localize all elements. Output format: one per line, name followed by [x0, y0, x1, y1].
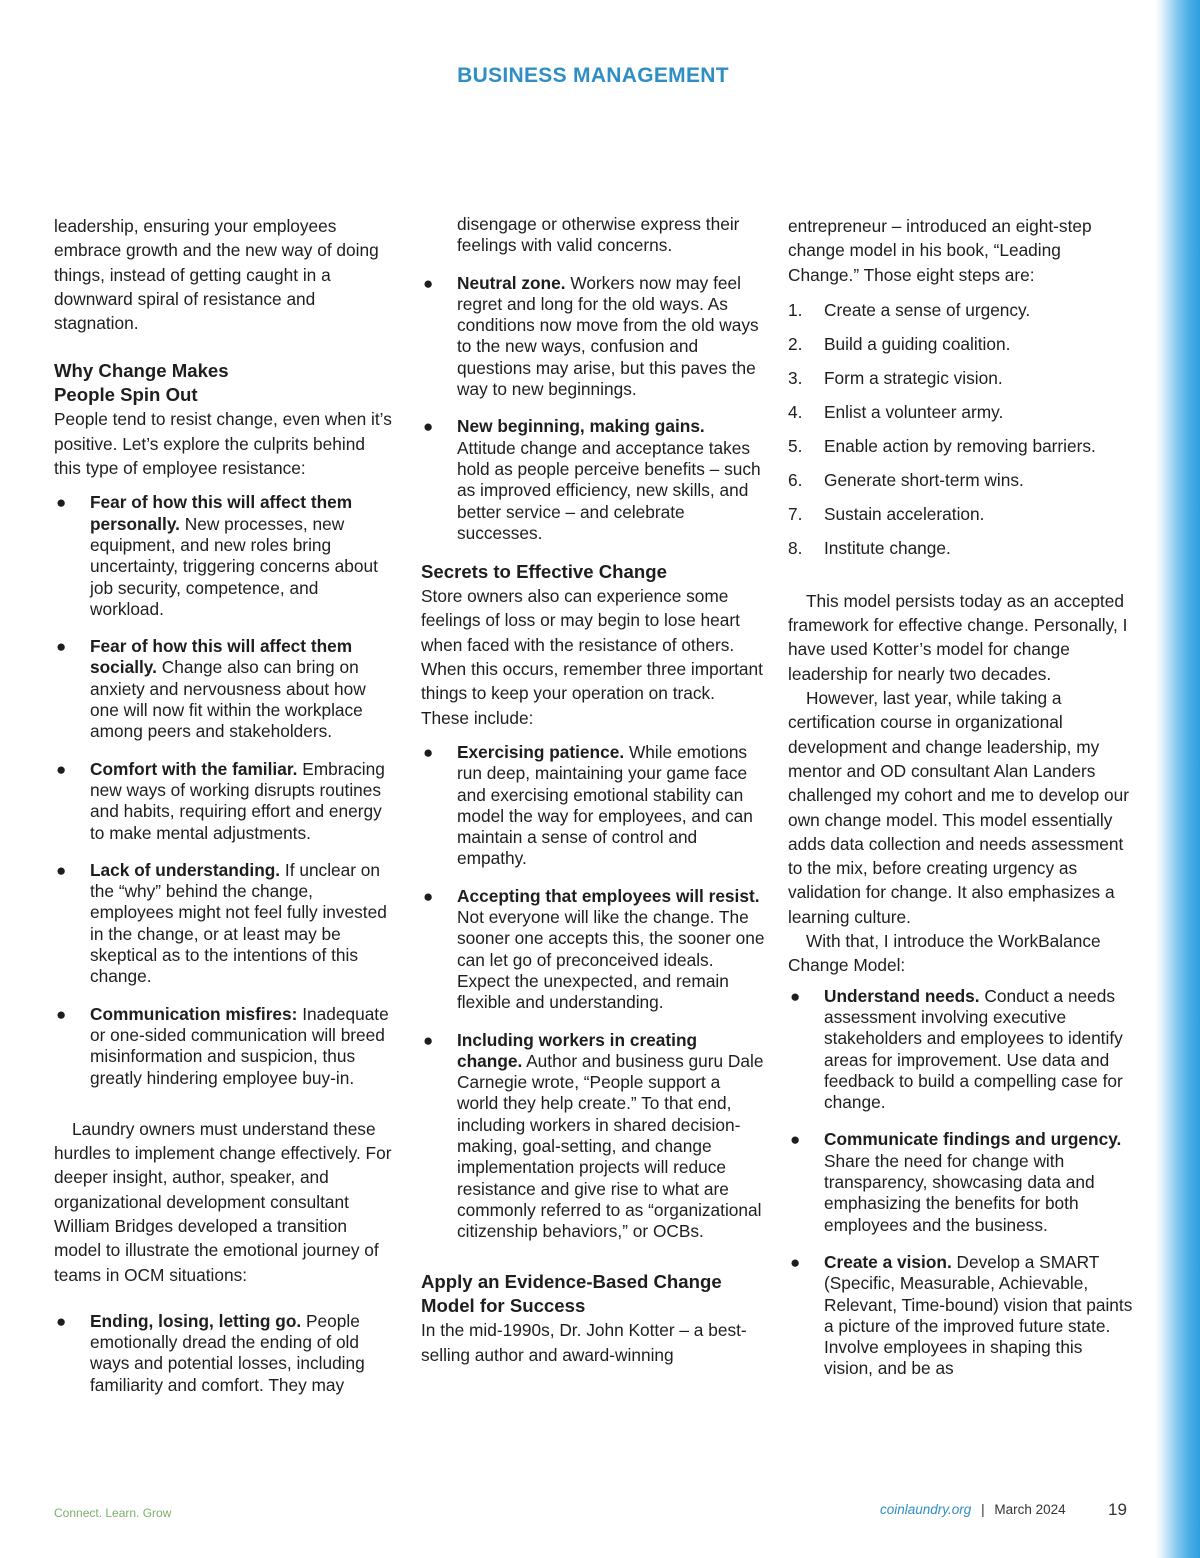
list-item: ● New beginning, making gains. Attitude change and acceptance takes hold as people perceive benefits – such as improved efficiency, new skills, and better service – and celebrate successes.	[423, 416, 761, 543]
bullet-icon: ●	[790, 1252, 801, 1272]
list-item: ● Understand needs. Conduct a needs assessment involving executive stakeholders and employees to identify areas for improvement. Use data and feedback to build a compelling case for change.	[790, 985, 1123, 1113]
footer-site-link[interactable]: coinlaundry.org	[880, 1502, 972, 1517]
bullet-icon: ●	[56, 759, 67, 779]
col1-heading-para: People tend to resist change, even when it’s positive. Let’s explore the culprits behind this type of employee resistance:	[54, 409, 392, 479]
list-item: ● Ending, losing, letting go. People emotionally dread the ending of old ways and potential losses, including familiarity and comfort. They may	[56, 1310, 365, 1395]
heading-secrets: Secrets to Effective Change	[421, 561, 667, 583]
footer-tagline: Connect. Learn. Grow	[54, 1506, 172, 1520]
transition-bullet-list	[54, 1311, 396, 1396]
col2-para2: Store owners also can experience some feelings of loss or may begin to lose heart when faced with the resistance of others. When this occurs, remember three important things to keep your operation on track. These include:	[421, 586, 763, 728]
col3-para-c: With that, I introduce the WorkBalance Change Model:	[788, 931, 1101, 976]
bullet-icon: ●	[423, 1030, 434, 1050]
col3-para-b: However, last year, while taking a certification course in organizational development and change leadership, my mentor and OD consultant Alan Landers challenged my cohort and me to develop our own change model. This model essentially adds data collection and needs assessment to the mix, before creating urgency as validation for change. It also emphasizes a learning culture.	[788, 688, 1130, 927]
list-item: 5. Enable action by removing barriers.	[788, 435, 1096, 456]
list-item: ● Communication misfires: Inadequate or one-sided communication will breed misinformation and suspicion, thus greatly hindering employee buy-in.	[56, 1003, 389, 1088]
kotter-steps-list	[788, 293, 1133, 565]
list-item: 6. Generate short-term wins.	[788, 469, 1024, 490]
footer-publication-info	[880, 1502, 1066, 1517]
list-item: ● Communicate findings and urgency. Share the need for change with transparency, showcasing data and emphasizing the benefits for both employees and the business.	[790, 1129, 1122, 1235]
list-item: ● Fear of how this will affect them socially. Change also can bring on anxiety and nervousness about how one will now fit within the workplace among peers and stakeholders.	[56, 636, 366, 742]
column-1	[54, 214, 396, 1412]
transition-bullet-continued	[421, 214, 766, 544]
list-item: ● Accepting that employees will resist. Not everyone will like the change. The sooner one accepts this, the sooner one can let go of preconceived ideals. Expect the unexpected, and remain flexible and understanding.	[423, 885, 765, 1013]
workbalance-bullet-list	[788, 986, 1133, 1380]
list-item: ● Exercising patience. While emotions run deep, maintaining your game face and exercising emotional stability can model the way for employees, and can maintain a sense of control and empathy.	[423, 741, 753, 869]
page-edge-color-bar	[1156, 0, 1200, 1558]
bullet-icon: ●	[423, 273, 434, 293]
list-item: ● Including workers in creating change. Author and business guru Dale Carnegie wrote, “People support a world they help create.” To that end, including workers in shared decision-making, goal-setting, and change implementation projects will reduce resistance and give rise to what are commonly referred to as “organizational citizenship behaviors,” or OCBs.	[423, 1029, 764, 1242]
bullet-icon: ●	[56, 860, 67, 880]
heading-evidence-line1: Apply an Evidence-Based Change	[421, 1271, 722, 1293]
resistance-bullet-list	[54, 492, 396, 1088]
section-header: BUSINESS MANAGEMENT	[457, 64, 729, 87]
list-item: 7. Sustain acceleration.	[788, 503, 985, 524]
bullet-icon: ●	[790, 1130, 801, 1150]
secrets-bullet-list	[421, 742, 766, 1243]
bullet-icon: ●	[56, 1311, 67, 1331]
bullet-icon: ●	[423, 886, 434, 906]
footer-date: March 2024	[994, 1502, 1066, 1517]
heading-why-change-line1: Why Change Makes	[54, 360, 229, 382]
column-2	[421, 214, 766, 1367]
bullet-icon: ●	[56, 637, 67, 657]
bullet-icon: ●	[790, 986, 801, 1006]
list-item: 2. Build a guiding coalition.	[788, 333, 1011, 354]
heading-evidence-line2: Model for Success	[421, 1295, 586, 1317]
col2-para3: In the mid-1990s, Dr. John Kotter – a best-selling author and award-winning	[421, 1320, 747, 1365]
bullet-icon: ●	[423, 742, 434, 762]
list-item: ● Lack of understanding. If unclear on the “why” behind the change, employees might not feel fully invested in the change, or at least may be skeptical as to the intentions of this change.	[56, 859, 387, 987]
list-item: disengage or otherwise express their feelings with valid concerns.	[457, 214, 740, 256]
list-item: 8. Institute change.	[788, 537, 951, 558]
col1-intro: leadership, ensuring your employees embrace growth and the new way of doing things, instead of getting caught in a downward spiral of resistance and stagnation.	[54, 216, 379, 334]
heading-why-change-line2: People Spin Out	[54, 384, 198, 406]
bullet-icon: ●	[423, 417, 434, 437]
col3-cont: entrepreneur – introduced an eight-step change model in his book, “Leading Change.” Those eight steps are:	[788, 216, 1092, 285]
list-item: ● Neutral zone. Workers now may feel regret and long for the old ways. As conditions now move from the old ways to the new ways, confusion and questions may arise, but this paves the way to new beginnings.	[423, 272, 759, 400]
column-3	[788, 214, 1133, 1396]
bullet-icon: ●	[56, 1004, 67, 1024]
list-item: ● Comfort with the familiar. Embracing new ways of working disrupts routines and habits, requiring effort and energy to make mental adjustments.	[56, 758, 385, 843]
col3-para-a: This model persists today as an accepted framework for effective change. Personally, I have used Kotter’s model for change leadership for nearly two decades.	[788, 590, 1128, 684]
list-item: 1. Create a sense of urgency.	[788, 299, 1031, 320]
list-item: 3. Form a strategic vision.	[788, 367, 1003, 388]
col1-para2: Laundry owners must understand these hurdles to implement change effectively. For deeper insight, author, speaker, and organizational development consultant William Bridges developed a transition model to illustrate the emotional journey of teams in OCM situations:	[54, 1118, 392, 1285]
list-item: ● Fear of how this will affect them personally. New processes, new equipment, and new roles bring uncertainty, triggering concerns about job security, competence, and workload.	[56, 492, 378, 619]
footer-separator: |	[981, 1502, 985, 1517]
list-item: ● Create a vision. Develop a SMART (Specific, Measurable, Achievable, Relevant, Time-bound) vision that paints a picture of the improved future state. Involve employees in shaping this vision, and be as	[790, 1251, 1133, 1379]
bullet-icon: ●	[56, 493, 67, 513]
page-number: 19	[1108, 1500, 1127, 1519]
list-item: 4. Enlist a volunteer army.	[788, 401, 1004, 422]
